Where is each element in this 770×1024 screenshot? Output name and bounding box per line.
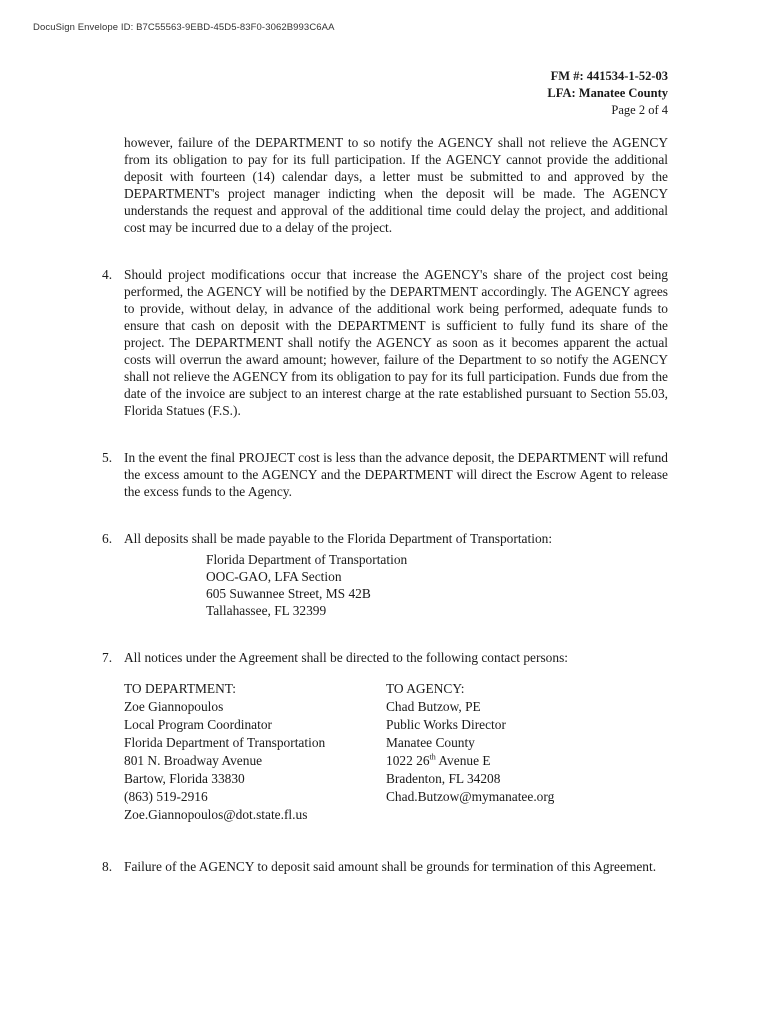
department-contact bbox=[124, 680, 386, 824]
contact-line: Local Program Coordinator bbox=[124, 717, 273, 732]
page-number: Page 2 of 4 bbox=[611, 103, 668, 117]
contact-line: Bradenton, FL 34208 bbox=[386, 771, 501, 786]
continuation-paragraph: however, failure of the DEPARTMENT to so notify the AGENCY shall not relieve the AGENCY from its obligation to pay for its full participation. If the AGENCY cannot provide the additional deposit with fourteen (14) calendar days, a letter must be submitted to and approved by the DEPARTMENT's project manager indicting when the deposit will be made. The AGENCY understands the request and approval of the additional time could delay the project, and additional cost may be incurred due to a delay of the project. bbox=[124, 135, 668, 235]
list-item-4 bbox=[102, 266, 668, 419]
contact-line: Chad Butzow, PE bbox=[386, 699, 481, 714]
item-text: In the event the final PROJECT cost is less than the advance deposit, the DEPARTMENT will refund the excess amount to the AGENCY and the DEPARTMENT will direct the Escrow Agent to release the excess funds to the Agency. bbox=[124, 450, 668, 499]
contact-line: Florida Department of Transportation bbox=[124, 735, 326, 750]
contact-email: Zoe.Giannopoulos@dot.state.fl.us bbox=[124, 807, 308, 822]
address-line: OOC-GAO, LFA Section bbox=[206, 569, 342, 584]
list-item-7 bbox=[102, 649, 668, 666]
item-text: Failure of the AGENCY to deposit said amount shall be grounds for termination of this Agreement. bbox=[124, 859, 657, 874]
contact-line: Zoe Giannopoulos bbox=[124, 699, 224, 714]
contact-line: Manatee County bbox=[386, 735, 475, 750]
item-number: 8. bbox=[102, 859, 113, 874]
address-line: Tallahassee, FL 32399 bbox=[206, 603, 327, 618]
item-number: 6. bbox=[102, 531, 113, 546]
item-number: 4. bbox=[102, 267, 113, 282]
lfa-county: LFA: Manatee County bbox=[547, 86, 668, 100]
list-item-6 bbox=[102, 530, 668, 547]
contact-line: Public Works Director bbox=[386, 717, 506, 732]
item-number: 5. bbox=[102, 450, 113, 465]
contact-line: TO DEPARTMENT: bbox=[124, 681, 236, 696]
street-number: 1022 26 bbox=[386, 753, 430, 768]
item-text: All notices under the Agreement shall be directed to the following contact persons: bbox=[124, 650, 568, 665]
street-name: Avenue E bbox=[435, 753, 491, 768]
address-line: 605 Suwannee Street, MS 42B bbox=[206, 586, 371, 601]
contact-persons bbox=[124, 680, 668, 824]
item-text: All deposits shall be made payable to the Florida Department of Transportation: bbox=[124, 531, 553, 546]
address-line: Florida Department of Transportation bbox=[206, 552, 408, 567]
contact-line: Bartow, Florida 33830 bbox=[124, 771, 245, 786]
fm-number: FM #: 441534-1-52-03 bbox=[550, 69, 668, 83]
contact-line: (863) 519-2916 bbox=[124, 789, 208, 804]
payment-address bbox=[206, 551, 668, 619]
list-item-5 bbox=[102, 449, 668, 500]
document-body bbox=[102, 134, 668, 875]
street-ordinal: th bbox=[429, 752, 436, 762]
list-item-8 bbox=[102, 858, 668, 875]
envelope-id: DocuSign Envelope ID: B7C55563-9EBD-45D5-83F0-3062B993C6AA bbox=[33, 22, 335, 33]
item-text: Should project modifications occur that increase the AGENCY's share of the project cost being performed, the AGENCY will be notified by the DEPARTMENT accordingly. The AGENCY agrees to provide, without delay, in advance of the additional work being performed, adequate funds to ensure that cash on deposit with the DEPARTMENT is sufficient to fully fund its share of the project. The DEPARTMENT shall notify the AGENCY as soon as it becomes apparent the actual costs will overrun the award amount; however, failure of the Department to so notify the AGENCY shall not relieve the AGENCY from its obligation to pay for its full participation. Funds due from the date of the invoice are subject to an interest charge at the rate established pursuant to Section 55.03, Florida Statues (F.S.). bbox=[124, 267, 668, 418]
contact-line: TO AGENCY: bbox=[386, 681, 465, 696]
contact-email: Chad.Butzow@mymanatee.org bbox=[386, 789, 555, 804]
contact-line: 801 N. Broadway Avenue bbox=[124, 753, 263, 768]
page-header bbox=[547, 68, 668, 119]
agency-contact bbox=[386, 680, 668, 824]
contact-street bbox=[386, 752, 668, 770]
item-number: 7. bbox=[102, 650, 113, 665]
